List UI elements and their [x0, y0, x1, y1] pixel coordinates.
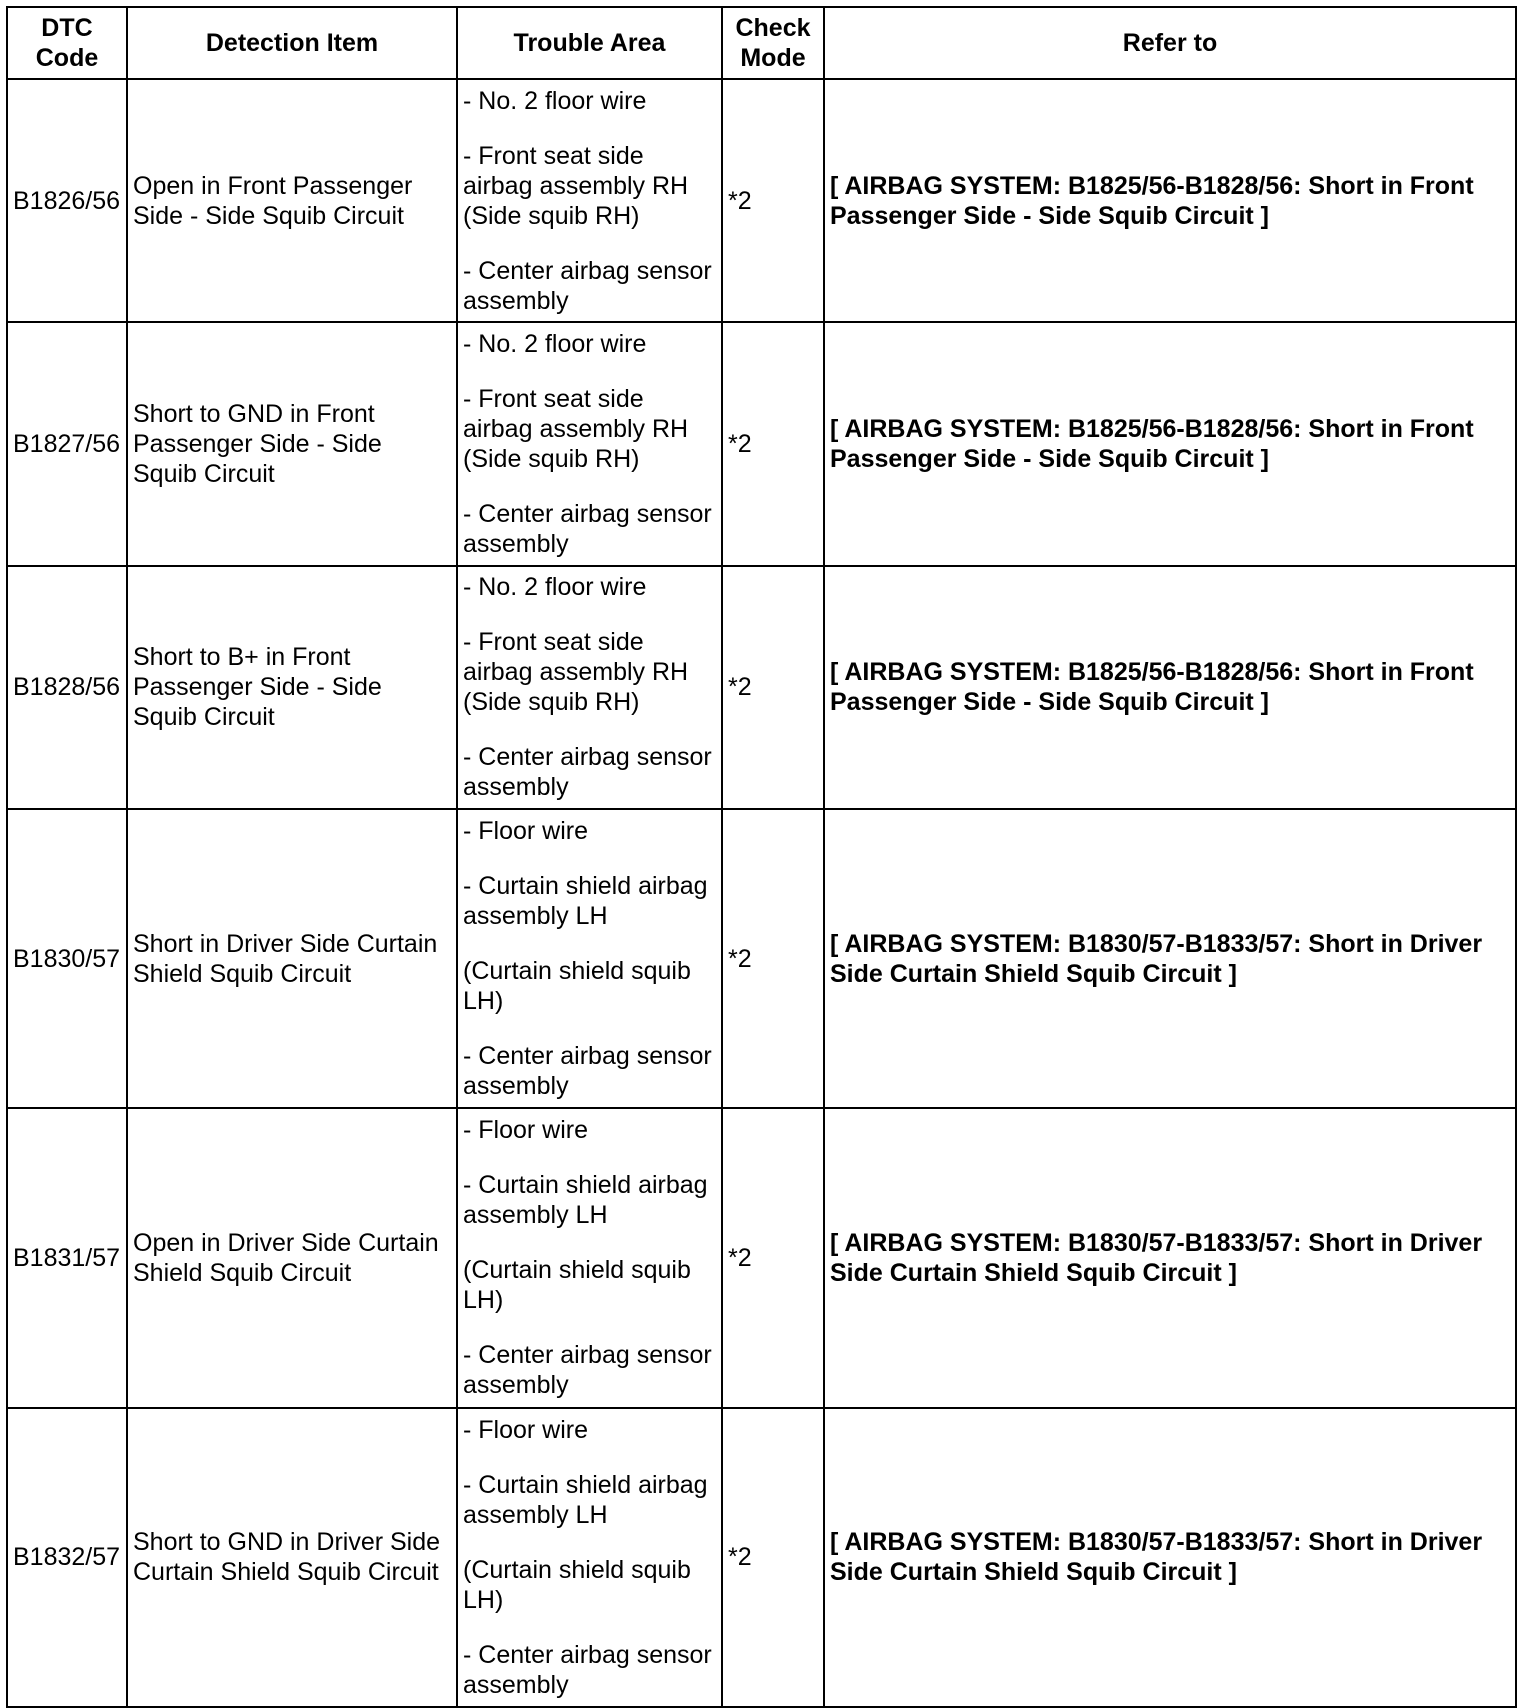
trouble-area-item: - Floor wire: [463, 817, 589, 846]
trouble-area-item: - Floor wire: [463, 1415, 589, 1444]
detection-item-cell: Short to GND in Driver Side Curtain Shield Squib Circuit: [127, 1408, 457, 1707]
trouble-area-item: - Front seat side airbag assembly RH (Side squib RH): [463, 141, 689, 230]
dtc-code-cell: B1826/56: [7, 79, 127, 322]
check-mode-cell: *2: [722, 79, 824, 322]
trouble-area-item: - No. 2 floor wire: [463, 573, 647, 602]
trouble-area-item: - Curtain shield airbag assembly LH: [463, 1470, 708, 1529]
dtc-code-cell: B1832/57: [7, 1408, 127, 1707]
header-row: [7, 7, 1516, 79]
table-row: [7, 79, 1516, 322]
trouble-area-cell: [457, 79, 722, 322]
refer-to-link[interactable]: [ AIRBAG SYSTEM: B1830/57-B1833/57: Short in Driver Side Curtain Shield Squib Circuit ]: [824, 1408, 1516, 1707]
dtc-code-cell: B1827/56: [7, 322, 127, 565]
check-mode-cell: *2: [722, 1408, 824, 1707]
refer-to-link[interactable]: [ AIRBAG SYSTEM: B1825/56-B1828/56: Short in Front Passenger Side - Side Squib Circuit ]: [824, 322, 1516, 565]
check-mode-cell: *2: [722, 566, 824, 809]
trouble-area-item: (Curtain shield squib LH): [463, 1555, 691, 1614]
refer-to-link[interactable]: [ AIRBAG SYSTEM: B1825/56-B1828/56: Short in Front Passenger Side - Side Squib Circuit ]: [824, 79, 1516, 322]
dtc-table: [6, 6, 1517, 1708]
trouble-area-item: - Floor wire: [463, 1116, 589, 1145]
check-mode-cell: *2: [722, 322, 824, 565]
trouble-area-item: (Curtain shield squib LH): [463, 957, 691, 1016]
trouble-area-item: - Center airbag sensor assembly: [463, 499, 712, 558]
trouble-area-cell: [457, 322, 722, 565]
header-detection-item: Detection Item: [127, 7, 457, 79]
trouble-area-item: - Curtain shield airbag assembly LH: [463, 1171, 708, 1230]
trouble-area-item: - Center airbag sensor assembly: [463, 743, 712, 802]
table-row: [7, 1108, 1516, 1407]
detection-item-cell: Short to B+ in Front Passenger Side - Side Squib Circuit: [127, 566, 457, 809]
dtc-code-cell: B1828/56: [7, 566, 127, 809]
detection-item-cell: Short in Driver Side Curtain Shield Squib Circuit: [127, 809, 457, 1108]
trouble-area-item: - Front seat side airbag assembly RH (Side squib RH): [463, 384, 689, 473]
header-trouble-area: Trouble Area: [457, 7, 722, 79]
trouble-area-item: - No. 2 floor wire: [463, 329, 647, 358]
detection-item-cell: Open in Driver Side Curtain Shield Squib Circuit: [127, 1108, 457, 1407]
table-row: [7, 1408, 1516, 1707]
trouble-area-cell: [457, 566, 722, 809]
dtc-code-cell: B1831/57: [7, 1108, 127, 1407]
trouble-area-item: - Center airbag sensor assembly: [463, 256, 712, 315]
table-row: [7, 809, 1516, 1108]
trouble-area-cell: [457, 809, 722, 1108]
header-refer-to: Refer to: [824, 7, 1516, 79]
header-dtc-code: DTC Code: [7, 7, 127, 79]
trouble-area-item: - Curtain shield airbag assembly LH: [463, 872, 708, 931]
trouble-area-item: - Center airbag sensor assembly: [463, 1042, 712, 1101]
table-row: [7, 566, 1516, 809]
trouble-area-item: - Center airbag sensor assembly: [463, 1640, 712, 1699]
check-mode-cell: *2: [722, 809, 824, 1108]
dtc-code-cell: B1830/57: [7, 809, 127, 1108]
refer-to-link[interactable]: [ AIRBAG SYSTEM: B1830/57-B1833/57: Short in Driver Side Curtain Shield Squib Circuit ]: [824, 809, 1516, 1108]
refer-to-link[interactable]: [ AIRBAG SYSTEM: B1825/56-B1828/56: Short in Front Passenger Side - Side Squib Circuit ]: [824, 566, 1516, 809]
trouble-area-item: - Center airbag sensor assembly: [463, 1341, 712, 1400]
trouble-area-cell: [457, 1408, 722, 1707]
header-check-mode: Check Mode: [722, 7, 824, 79]
detection-item-cell: Short to GND in Front Passenger Side - Side Squib Circuit: [127, 322, 457, 565]
trouble-area-cell: [457, 1108, 722, 1407]
detection-item-cell: Open in Front Passenger Side - Side Squib Circuit: [127, 79, 457, 322]
trouble-area-item: - No. 2 floor wire: [463, 86, 647, 115]
refer-to-link[interactable]: [ AIRBAG SYSTEM: B1830/57-B1833/57: Short in Driver Side Curtain Shield Squib Circuit ]: [824, 1108, 1516, 1407]
trouble-area-item: (Curtain shield squib LH): [463, 1256, 691, 1315]
check-mode-cell: *2: [722, 1108, 824, 1407]
table-row: [7, 322, 1516, 565]
trouble-area-item: - Front seat side airbag assembly RH (Side squib RH): [463, 628, 689, 717]
